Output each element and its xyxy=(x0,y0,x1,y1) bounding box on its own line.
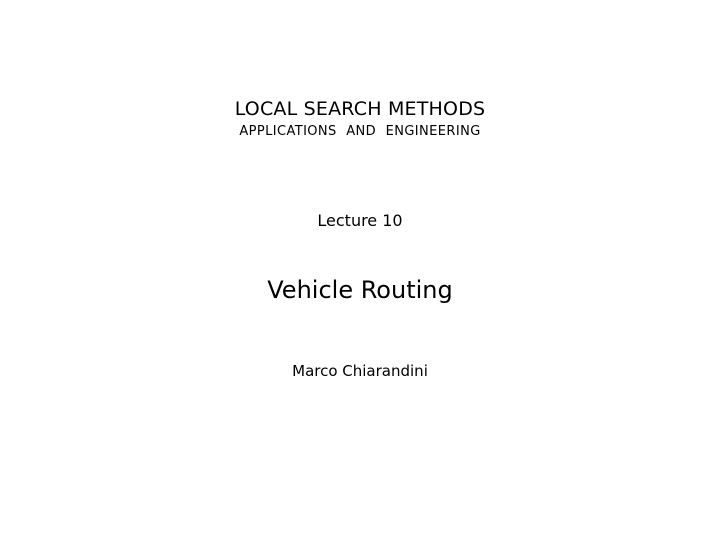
author-name: Marco Chiarandini xyxy=(292,362,428,380)
lecture-topic: Vehicle Routing xyxy=(267,276,453,304)
course-title: LOCAL SEARCH METHODS xyxy=(234,98,486,120)
course-subtitle: APPLICATIONS AND ENGINEERING xyxy=(239,124,481,139)
lecture-number: Lecture 10 xyxy=(317,211,403,230)
